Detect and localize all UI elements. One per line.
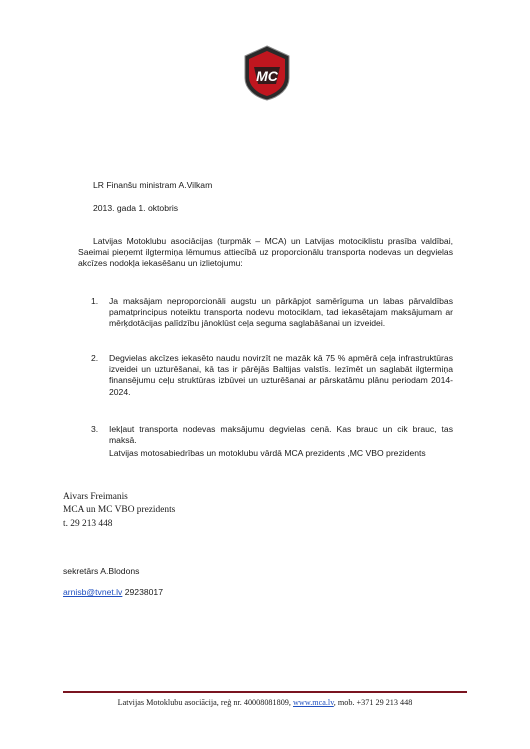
intro-paragraph: Latvijas Motoklubu asociācijas (turpmāk – MCA) un Latvijas motociklistu prasība valdībai, Saeimai pieņemt ilgtermiņa lēmumus attiecībā uz proporcionālu transporta nodevas un degvielas akcīzes nodokļa iekasēšanu un izlietojumu: (78, 236, 453, 269)
addressee: LR Finanšu ministram A.Vilkam (93, 180, 213, 190)
list-item-text: Degvielas akcīzes iekasēto naudu novirzīt ne mazāk kā 75 % apmērā ceļa infrastruktūras izveidei un uzturēšanai, kā tas ir pārējās Baltijas valstīs. Iezīmēt un saglabāt ilgtermiņa finansējumu ceļu struktūras izbūvei un uzturēšanai ar pārskatāmu plānu periodam 2014-2024. (109, 353, 453, 397)
mc-shield-icon (242, 44, 292, 102)
footer-suffix: , mob. +371 29 213 448 (333, 698, 413, 707)
list-item-number: 1. (91, 296, 99, 306)
signatory-name: Aivars Freimanis (63, 492, 128, 502)
letter-date: 2013. gada 1. oktobris (93, 203, 179, 213)
svg-text:MC: MC (256, 68, 278, 84)
signatory-phone: t. 29 213 448 (63, 519, 113, 529)
list-item-text: Iekļaut transporta nodevas maksājumu degvielas cenā. Kas brauc un cik brauc, tas maksā. (109, 424, 453, 446)
closing-line: Latvijas motosabiedrības un motoklubu vārdā MCA prezidents ,MC VBO prezidents (109, 448, 426, 458)
signatory-title: MCA un MC VBO prezidents (63, 505, 176, 515)
email-link[interactable]: arnisb@tvnet.lv (63, 587, 123, 597)
mc-logo (242, 44, 292, 102)
website-link[interactable]: www.mca.lv (293, 698, 334, 707)
list-item-number: 2. (91, 353, 99, 363)
list-item-number: 3. (91, 424, 99, 434)
footer-prefix: Latvijas Motoklubu asociācija, reģ nr. 40008081809, (117, 698, 293, 707)
secretary-line: sekretārs A.Blodons (63, 566, 140, 576)
list-item-text: Ja maksājam neproporcionāli augstu un pārkāpjot samērīguma un labas pārvaldības pamatprincipus noteiktu transporta nodevu motociklam, tad iekasētajam maksājumam ar mērķdotācijas palīdzību jānoklūst ceļa seguma saglabāšanai un izveidei. (109, 296, 453, 329)
contact-phone: 29238017 (124, 587, 163, 597)
list-item (78, 424, 453, 446)
contact-line (63, 587, 163, 598)
footer-divider (63, 691, 467, 693)
footer (63, 697, 467, 708)
list-item (78, 296, 453, 330)
list-item (78, 353, 453, 398)
